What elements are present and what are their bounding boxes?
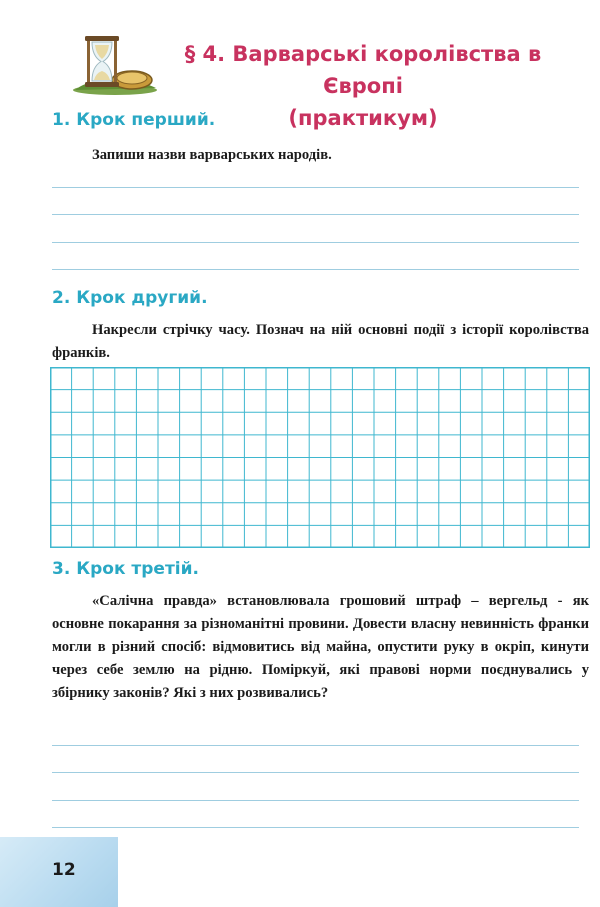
- answer-line[interactable]: [52, 746, 579, 774]
- step-3-task: «Салічна правда» встановлювала грошовий штраф – вергельд - як основне покарання за різноманітні провини. Довести власну невинність франки могли в різний спосіб: відмовитись від майна, опустити руку в окріп, кинути через себе землю на рідню. Поміркуй, які правові норми поєднувались у збірнику законів? Які з них розвивались?: [52, 593, 589, 701]
- answer-line[interactable]: [52, 215, 579, 243]
- answer-line[interactable]: [52, 243, 579, 271]
- answer-lines-step-3[interactable]: [52, 718, 579, 828]
- answer-line[interactable]: [52, 718, 579, 746]
- step-3-heading: 3. Крок третій.: [52, 559, 200, 579]
- answer-lines-step-1[interactable]: [52, 160, 579, 270]
- answer-line[interactable]: [52, 801, 579, 829]
- hourglass-icon: [70, 30, 160, 96]
- step-2-task: Накресли стрічку часу. Познач на ній основні події з історії королівства франків.: [52, 322, 589, 361]
- title-line-2: (практикум): [288, 106, 438, 130]
- answer-line[interactable]: [52, 773, 579, 801]
- step-1-task: Запиши назви варварських народів.: [92, 147, 332, 163]
- page-number: 12: [52, 860, 76, 880]
- answer-line[interactable]: [52, 160, 579, 188]
- answer-line[interactable]: [52, 188, 579, 216]
- step-1-heading: 1. Крок перший.: [52, 110, 216, 130]
- timeline-grid[interactable]: [50, 367, 590, 548]
- page-title: [158, 38, 568, 134]
- title-line-1: § 4. Варварські королівства в Європі: [184, 42, 542, 98]
- step-2-heading: 2. Крок другий.: [52, 288, 208, 308]
